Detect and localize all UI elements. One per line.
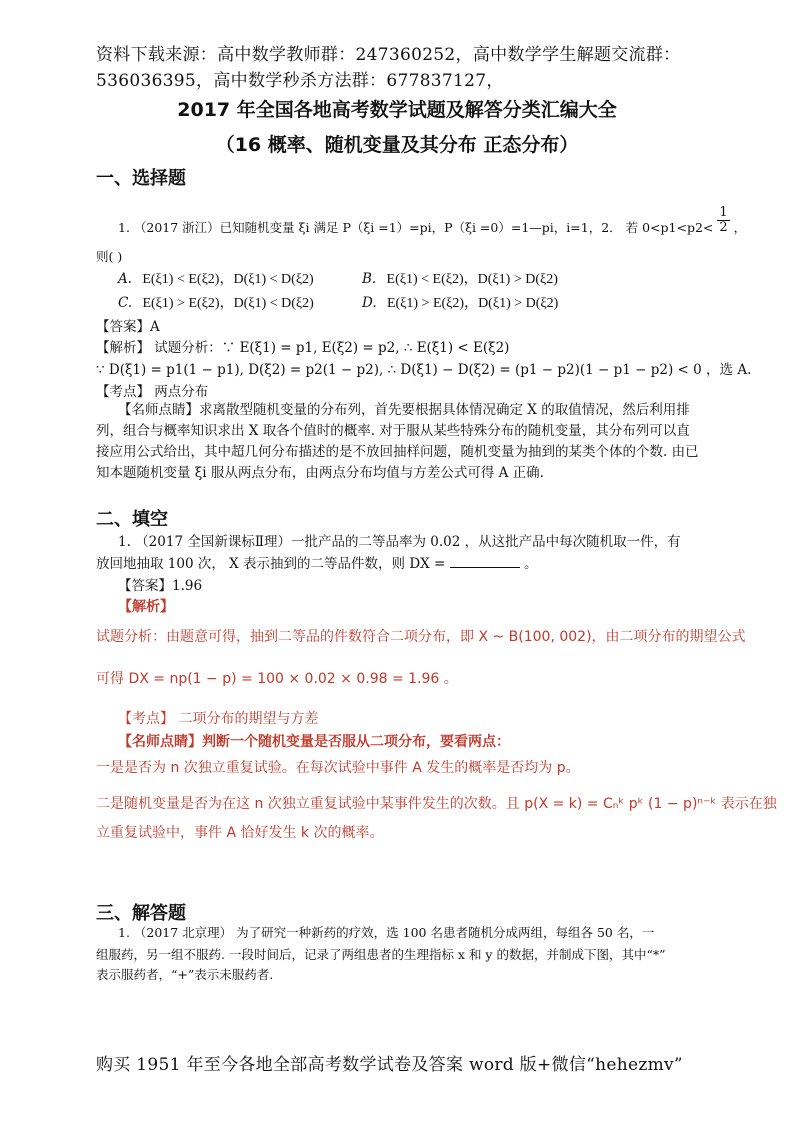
fraction-numerator: 1	[719, 205, 728, 220]
answer: 【答案】A	[96, 319, 160, 335]
header-line-1: 资料下载来源：高中数学教师群：247360252，高中数学学生解题交流群：	[96, 45, 681, 65]
fill-analysis-line-2: 可得 DX = np(1 − p) = 100 × 0.02 × 0.98 = 1.96 。	[96, 671, 458, 687]
fill-kaodian: 【考点】 二项分布的期望与方差	[118, 711, 319, 727]
option-label: B.	[362, 271, 377, 287]
answer-blank	[450, 555, 520, 568]
option-b	[362, 268, 558, 288]
question-stem-end: ，	[733, 220, 747, 235]
fill-mingshi: 【名师点睛】判断一个随机变量是否服从二项分布，要看两点：	[118, 734, 510, 750]
section-heading-solve: 三、解答题	[96, 903, 186, 924]
solve-question-line-3: 表示服药者，“+”表示未服药者.	[96, 967, 274, 982]
kaodian: 【考点】 两点分布	[96, 384, 209, 400]
fill-question-text: 放回地抽取 100 次， X 表示抽到的二等品件数，则 DX =	[96, 556, 446, 572]
fill-question-line-1: 1. （2017 全国新课标Ⅱ理）一批产品的二等品率为 0.02 ，从这批产品中每次随机取一件，有	[118, 534, 681, 550]
option-a	[118, 268, 314, 288]
section-heading-fill: 二、填空	[96, 509, 168, 530]
fill-point-2: 二是随机变量是否为在这 n 次独立重复试验中某事件发生的次数。且 p(X = k) = Cₙᵏ pᵏ (1 − p)ⁿ⁻ᵏ 表示在独	[96, 796, 777, 812]
option-d	[362, 292, 558, 312]
fraction	[717, 206, 729, 235]
section-heading-choice: 一、选择题	[96, 168, 186, 189]
solve-question-line-2: 组服药，另一组不服药. 一段时间后，记录了两组患者的生理指标 x 和 y 的数据，并制成下图，其中“*”	[96, 947, 666, 962]
question-then: 则( )	[96, 249, 123, 264]
option-text: E(ξ1) > E(ξ2)，D(ξ1) < D(ξ2)	[142, 296, 314, 311]
option-label: C.	[118, 295, 133, 311]
footer-note: 购买 1951 年至今各地全部高考数学试卷及答案 word 版+微信“hehezmv”	[96, 1055, 683, 1075]
question-stem	[118, 205, 747, 236]
option-text: E(ξ1) < E(ξ2)，D(ξ1) < D(ξ2)	[142, 272, 314, 287]
fill-answer: 【答案】1.96	[118, 578, 203, 594]
option-label: D.	[362, 295, 377, 311]
analysis-line-1: 【解析】 试题分析：∵ E(ξ1) = p1, E(ξ2) = p2, ∴ E(ξ1) < E(ξ2)	[96, 340, 510, 356]
option-text: E(ξ1) < E(ξ2)，D(ξ1) > D(ξ2)	[386, 272, 558, 287]
fill-point-3: 立重复试验中，事件 A 恰好发生 k 次的概率。	[96, 825, 384, 841]
page-title: 2017 年全国各地高考数学试题及解答分类汇编大全	[177, 99, 617, 121]
fraction-denominator: 2	[719, 220, 728, 235]
fill-jiexi-label: 【解析】	[118, 599, 174, 615]
option-c	[118, 292, 314, 312]
option-text: E(ξ1) > E(ξ2)，D(ξ1) > D(ξ2)	[386, 296, 559, 311]
fill-question-line-2	[96, 552, 537, 572]
option-label: A.	[118, 271, 133, 287]
fill-question-end: 。	[523, 556, 538, 572]
fill-point-1: 一是是否为 n 次独立重复试验。在每次试验中事件 A 发生的概率是否均为 p。	[96, 760, 580, 776]
teacher-comment: 【名师点睛】求离散型随机变量的分布列，首先要根据具体情况确定 X 的取值情况，然后利用排列，组合与概率知识求出 X 取各个值时的概率. 对于服从某些特殊分布的随机变量，其分布列可以直接应用公式给出，其中超几何分布描述的是不放回抽样问题，随机变量为抽到的某类个体的个数. 由已知本题随机变量 ξi 服从两点分布，由两点分布均值与方差公式可得 A 正确.	[96, 402, 699, 481]
question-stem-text: 1. （2017 浙江）已知随机变量 ξi 满足 P（ξi =1）=pi，P（ξi =0）=1—pi，i=1，2． 若 0<p1<p2<	[118, 220, 714, 235]
fill-analysis-line-1: 试题分析：由题意可得，抽到二等品的件数符合二项分布，即 X ~ B(100, 002)，由二项分布的期望公式	[96, 629, 746, 645]
page-subtitle: （16 概率、随机变量及其分布 正态分布）	[215, 134, 579, 156]
header-line-2: 536036395，高中数学秒杀方法群：677837127，	[96, 71, 504, 91]
solve-question-line-1: 1. （2017 北京理） 为了研究一种新药的疗效，选 100 名患者随机分成两组，每组各 50 名，一	[118, 925, 655, 940]
analysis-line-2: ∵ D(ξ1) = p1(1 − p1), D(ξ2) = p2(1 − p2), ∴ D(ξ1) − D(ξ2) = (p1 − p2)(1 − p1 − p2) < 0 ，选 A.	[96, 362, 752, 378]
